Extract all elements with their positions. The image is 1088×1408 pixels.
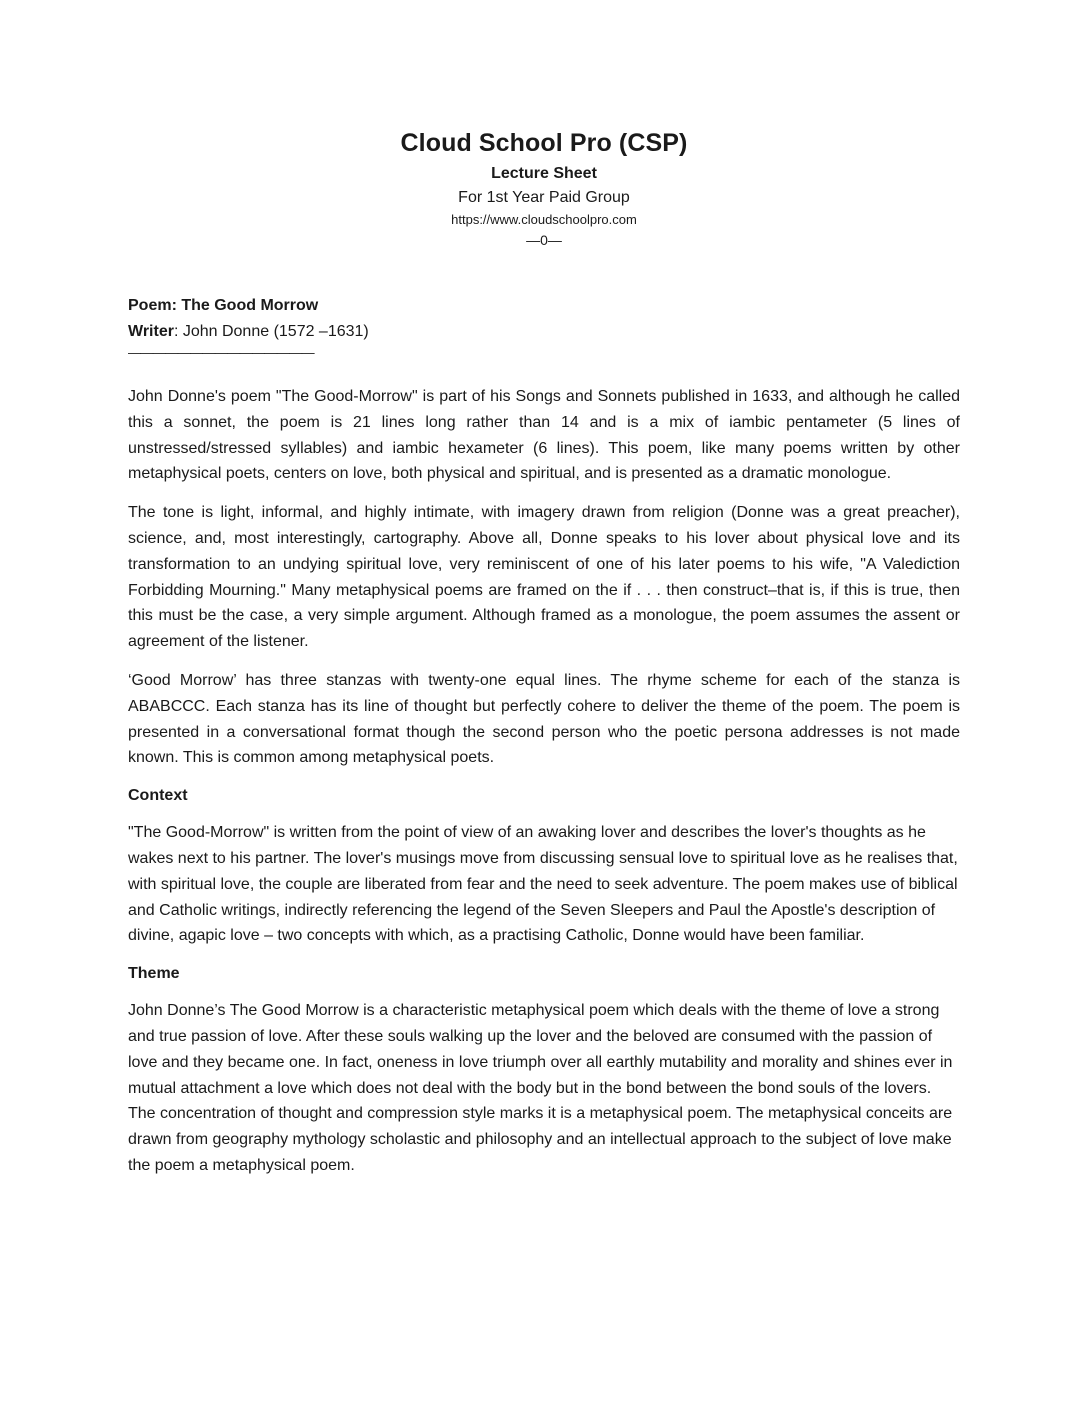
document-body	[128, 384, 960, 1192]
context-paragraph: "The Good-Morrow" is written from the point of view of an awaking lover and describes the lover's thoughts as he wakes next to his partner. The lover's musings move from discussing sensual love to spiritual love as he realises that, with spiritual love, the couple are liberated from fear and the need to seek adventure. The poem makes use of biblical and Catholic writings, indirectly referencing the legend of the Seven Sleepers and Paul the Apostle's description of divine, agapic love – two concepts with which, as a practising Catholic, Donne would have been familiar.	[128, 824, 958, 945]
context-heading: Context	[128, 787, 188, 805]
header-separator: —0—	[526, 232, 562, 248]
tone-paragraph: The tone is light, informal, and highly intimate, with imagery drawn from religion (Donne was a great preacher), science, and, most interestingly, cartography. Above all, Donne speaks to his lover about physical love and its transformation to an undying spiritual love, very reminiscent of one of his later poems to his wife, "A Valediction Forbidding Mourning." Many metaphysical poems are framed on the if . . . then construct–that is, if this is true, then this must be the case, a very simple argument. Although framed as a monologue, the poem assumes the assent or agreement of the listener.	[128, 504, 960, 651]
document-title: Cloud School Pro (CSP)	[400, 129, 688, 157]
intro-paragraph: John Donne's poem "The Good-Morrow" is part of his Songs and Sonnets published in 1633, and although he called this a sonnet, the poem is 21 lines long rather than 14 and is a mix of iambic pentameter (5 lines of unstressed/stressed syllables) and iambic hexameter (6 lines). This poem, like many poems written by other metaphysical poets, centers on love, both physical and spiritual, and is presented as a dramatic monologue.	[128, 388, 960, 483]
poem-title-line	[128, 293, 960, 319]
website-url: https://www.cloudschoolpro.com	[451, 212, 637, 227]
structure-paragraph: ‘Good Morrow’ has three stanzas with twenty-one equal lines. The rhyme scheme for each of the stanza is ABABCCC. Each stanza has its line of thought but perfectly cohere to deliver the theme of the poem. The poem is presented in a conversational format though the second person who the poetic persona addresses is not made known. This is common among metaphysical poets.	[128, 671, 960, 767]
writer-value: : John Donne (1572 –1631)	[173, 323, 369, 340]
audience-line: For 1st Year Paid Group	[458, 189, 630, 206]
document-header	[0, 126, 1088, 251]
writer-label: Writer	[128, 323, 174, 340]
meta-divider: ———————————————	[128, 345, 315, 360]
poem-title: Poem: The Good Morrow	[128, 297, 319, 314]
document-subtitle: Lecture Sheet	[491, 165, 597, 182]
writer-line	[128, 319, 960, 345]
poem-meta	[128, 293, 960, 361]
theme-paragraph: John Donne’s The Good Morrow is a characteristic metaphysical poem which deals with the theme of love a strong and true passion of love. After these souls walking up the lover and the beloved are consumed with the passion of love and they became one. In fact, oneness in love triumph over all earthly mutability and morality and shines ever in mutual attachment a love which does not deal with the body but in the bond between the bond souls of the lovers. The concentration of thought and compression style marks it is a metaphysical poem. The metaphysical conceits are drawn from geography mythology scholastic and philosophy and an intellectual approach to the subject of love make the poem a metaphysical poem.	[128, 1002, 953, 1174]
theme-heading: Theme	[128, 965, 180, 983]
